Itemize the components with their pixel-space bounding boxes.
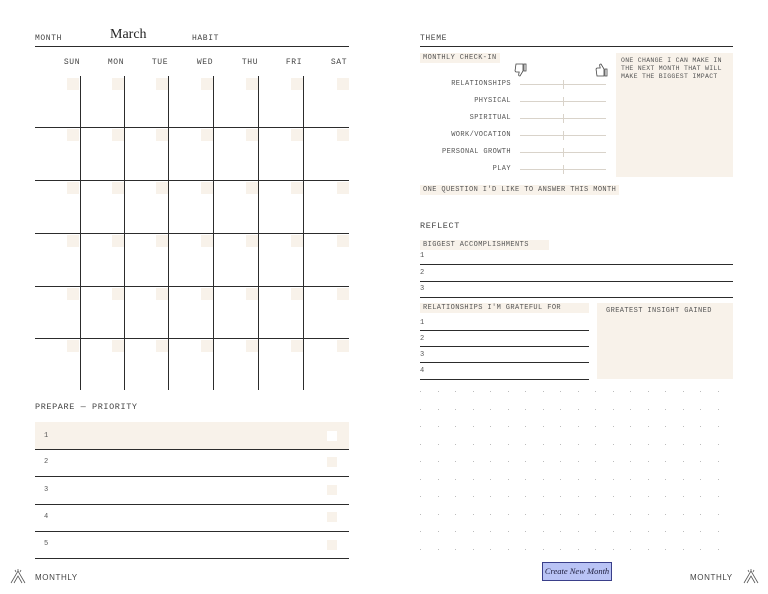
grid-dot bbox=[578, 391, 579, 392]
grid-dot bbox=[473, 549, 474, 550]
thumbs-up-icon bbox=[594, 62, 610, 78]
grid-dot bbox=[420, 426, 421, 427]
grid-dot bbox=[473, 496, 474, 497]
grid-dot bbox=[438, 409, 439, 410]
month-label: MONTH bbox=[35, 34, 63, 43]
grid-dot bbox=[613, 531, 614, 532]
grid-dot bbox=[718, 391, 719, 392]
date-square[interactable] bbox=[201, 182, 213, 194]
grid-dot bbox=[665, 479, 666, 480]
grid-dot bbox=[613, 496, 614, 497]
date-square[interactable] bbox=[67, 78, 79, 90]
checkin-scale-tick bbox=[563, 97, 564, 106]
grid-dot bbox=[490, 479, 491, 480]
grid-dot bbox=[543, 426, 544, 427]
grid-dot bbox=[700, 461, 701, 462]
grid-dot bbox=[683, 549, 684, 550]
grid-row-line bbox=[35, 127, 349, 128]
grid-dot bbox=[700, 409, 701, 410]
grid-dot bbox=[595, 391, 596, 392]
grid-dot bbox=[648, 391, 649, 392]
checkin-item: PERSONAL GROWTH bbox=[441, 148, 511, 156]
grid-dot bbox=[490, 549, 491, 550]
habit-label: HABIT bbox=[192, 34, 220, 43]
grid-dot bbox=[543, 531, 544, 532]
grid-dot bbox=[560, 461, 561, 462]
priority-checkbox[interactable] bbox=[327, 512, 337, 522]
grateful-line bbox=[420, 362, 589, 363]
checkin-item: SPIRITUAL bbox=[469, 114, 511, 122]
grid-dot bbox=[718, 461, 719, 462]
grid-dot bbox=[490, 514, 491, 515]
date-square[interactable] bbox=[291, 182, 303, 194]
grid-dot bbox=[420, 444, 421, 445]
priority-checkbox[interactable] bbox=[327, 485, 337, 495]
grid-dot bbox=[595, 461, 596, 462]
priority-checkbox[interactable] bbox=[327, 431, 337, 441]
grid-dot bbox=[613, 514, 614, 515]
grid-dot bbox=[578, 444, 579, 445]
grid-dot bbox=[455, 514, 456, 515]
date-square[interactable] bbox=[337, 340, 349, 352]
grid-dot bbox=[490, 409, 491, 410]
date-square[interactable] bbox=[246, 340, 258, 352]
grid-dot bbox=[438, 479, 439, 480]
grid-dot bbox=[613, 444, 614, 445]
date-square[interactable] bbox=[156, 78, 168, 90]
grid-dot bbox=[613, 479, 614, 480]
prepare-title: PREPARE — PRIORITY bbox=[35, 402, 138, 412]
grid-dot bbox=[665, 409, 666, 410]
grid-row-line bbox=[35, 233, 349, 234]
grid-dot bbox=[543, 479, 544, 480]
grid-dot bbox=[578, 479, 579, 480]
priority-number: 3 bbox=[44, 486, 49, 494]
grid-dot bbox=[648, 461, 649, 462]
priority-line bbox=[35, 476, 349, 477]
grid-dot bbox=[438, 426, 439, 427]
grid-dot bbox=[630, 461, 631, 462]
grid-dot bbox=[525, 426, 526, 427]
grid-dot bbox=[473, 531, 474, 532]
grid-dot bbox=[630, 479, 631, 480]
date-square[interactable] bbox=[246, 288, 258, 300]
grid-dot bbox=[683, 391, 684, 392]
grid-dot bbox=[508, 531, 509, 532]
grid-dot bbox=[420, 409, 421, 410]
grid-dot bbox=[525, 479, 526, 480]
grid-dot bbox=[525, 531, 526, 532]
date-square[interactable] bbox=[112, 288, 124, 300]
grid-dot bbox=[420, 461, 421, 462]
grid-dot bbox=[718, 514, 719, 515]
grid-row-line bbox=[35, 338, 349, 339]
grid-dot bbox=[718, 444, 719, 445]
date-square[interactable] bbox=[291, 129, 303, 141]
grid-dot bbox=[525, 391, 526, 392]
checkin-scale-tick bbox=[563, 80, 564, 89]
grid-dot bbox=[630, 409, 631, 410]
grid-dot bbox=[648, 479, 649, 480]
weekday-fri: FRI bbox=[285, 58, 303, 67]
grid-dot bbox=[438, 391, 439, 392]
grid-dot bbox=[543, 444, 544, 445]
date-square[interactable] bbox=[246, 182, 258, 194]
header-rule-left bbox=[35, 46, 349, 47]
grid-dot bbox=[665, 531, 666, 532]
month-value[interactable]: March bbox=[110, 27, 147, 42]
grid-dot bbox=[665, 514, 666, 515]
grid-dot bbox=[473, 391, 474, 392]
date-square[interactable] bbox=[337, 288, 349, 300]
date-square[interactable] bbox=[337, 182, 349, 194]
grid-dot bbox=[595, 514, 596, 515]
accomplishment-number: 2 bbox=[420, 269, 425, 277]
grid-dot bbox=[648, 409, 649, 410]
grid-dot bbox=[683, 444, 684, 445]
date-square[interactable] bbox=[112, 78, 124, 90]
grid-dot bbox=[700, 444, 701, 445]
grid-dot bbox=[700, 496, 701, 497]
insight-title: GREATEST INSIGHT GAINED bbox=[606, 307, 712, 315]
date-square[interactable] bbox=[156, 288, 168, 300]
date-square[interactable] bbox=[112, 340, 124, 352]
grid-dot bbox=[665, 444, 666, 445]
date-square[interactable] bbox=[291, 340, 303, 352]
grid-dot bbox=[683, 496, 684, 497]
grid-dot bbox=[683, 479, 684, 480]
date-square[interactable] bbox=[201, 78, 213, 90]
grid-row-line bbox=[35, 286, 349, 287]
grid-dot bbox=[473, 479, 474, 480]
accomplishments-title: BIGGEST ACCOMPLISHMENTS bbox=[420, 240, 549, 250]
checkin-item: PHYSICAL bbox=[474, 97, 511, 105]
grid-dot bbox=[665, 549, 666, 550]
grid-dot bbox=[543, 391, 544, 392]
grid-dot bbox=[508, 461, 509, 462]
grid-dot bbox=[648, 496, 649, 497]
grid-dot bbox=[560, 514, 561, 515]
grid-dot bbox=[525, 549, 526, 550]
weekday-mon: MON bbox=[107, 58, 125, 67]
accomplishment-line bbox=[420, 281, 733, 282]
date-square[interactable] bbox=[67, 182, 79, 194]
grid-dot bbox=[665, 461, 666, 462]
grid-dot bbox=[490, 461, 491, 462]
priority-line bbox=[35, 504, 349, 505]
grid-dot bbox=[648, 444, 649, 445]
grid-dot bbox=[473, 514, 474, 515]
grid-row-line bbox=[35, 180, 349, 181]
grid-dot bbox=[508, 444, 509, 445]
weekday-wed: WED bbox=[196, 58, 214, 67]
priority-checkbox[interactable] bbox=[327, 540, 337, 550]
footer-right-label: MONTHLY bbox=[690, 573, 733, 582]
grid-dot bbox=[718, 409, 719, 410]
grid-dot bbox=[455, 549, 456, 550]
grid-dot bbox=[420, 496, 421, 497]
grid-dot bbox=[455, 426, 456, 427]
weekday-tue: TUE bbox=[151, 58, 169, 67]
grid-dot bbox=[578, 514, 579, 515]
grid-dot bbox=[578, 461, 579, 462]
grid-dot bbox=[630, 444, 631, 445]
grid-dot bbox=[525, 409, 526, 410]
grid-dot bbox=[613, 549, 614, 550]
grid-dot bbox=[508, 479, 509, 480]
create-new-month-button[interactable]: Create New Month bbox=[542, 562, 612, 581]
grid-dot bbox=[613, 409, 614, 410]
grid-dot bbox=[455, 496, 456, 497]
date-square[interactable] bbox=[112, 182, 124, 194]
date-square[interactable] bbox=[291, 235, 303, 247]
grid-dot bbox=[438, 461, 439, 462]
date-square[interactable] bbox=[112, 129, 124, 141]
grid-dot bbox=[700, 479, 701, 480]
theme-label: THEME bbox=[420, 34, 448, 43]
grid-dot bbox=[630, 391, 631, 392]
grid-dot bbox=[455, 391, 456, 392]
grid-dot bbox=[700, 549, 701, 550]
date-square[interactable] bbox=[337, 235, 349, 247]
grid-dot bbox=[560, 426, 561, 427]
grid-dot bbox=[455, 479, 456, 480]
grid-dot bbox=[508, 549, 509, 550]
grid-dot bbox=[420, 391, 421, 392]
grid-dot bbox=[455, 461, 456, 462]
grateful-number: 1 bbox=[420, 319, 425, 327]
grateful-line bbox=[420, 346, 589, 347]
grid-dot bbox=[473, 426, 474, 427]
logo-icon bbox=[10, 568, 26, 584]
grid-dot bbox=[455, 409, 456, 410]
grid-dot bbox=[473, 409, 474, 410]
footer-left-label: MONTHLY bbox=[35, 573, 78, 582]
priority-line bbox=[35, 531, 349, 532]
reflect-title: REFLECT bbox=[420, 221, 460, 231]
checkin-item: WORK/VOCATION bbox=[451, 131, 511, 139]
grid-dot bbox=[578, 426, 579, 427]
date-square[interactable] bbox=[201, 235, 213, 247]
grid-dot bbox=[665, 496, 666, 497]
grid-dot bbox=[630, 496, 631, 497]
grid-dot bbox=[508, 426, 509, 427]
accomplishment-number: 3 bbox=[420, 285, 425, 293]
date-square[interactable] bbox=[67, 235, 79, 247]
grid-dot bbox=[490, 391, 491, 392]
grateful-line bbox=[420, 330, 589, 331]
grid-dot bbox=[683, 514, 684, 515]
grid-dot bbox=[420, 479, 421, 480]
logo-icon bbox=[743, 568, 759, 584]
priority-number: 1 bbox=[44, 432, 49, 440]
grid-dot bbox=[578, 531, 579, 532]
priority-checkbox[interactable] bbox=[327, 457, 337, 467]
one-question[interactable]: ONE QUESTION I'D LIKE TO ANSWER THIS MONTH bbox=[420, 185, 619, 195]
grid-dot bbox=[525, 514, 526, 515]
grateful-title: RELATIONSHIPS I'M GRATEFUL FOR bbox=[420, 303, 589, 313]
priority-number: 5 bbox=[44, 540, 49, 548]
grid-dot bbox=[683, 531, 684, 532]
grid-dot bbox=[700, 391, 701, 392]
checkin-item: RELATIONSHIPS bbox=[451, 80, 511, 88]
grid-dot bbox=[595, 496, 596, 497]
grid-dot bbox=[578, 409, 579, 410]
grid-dot bbox=[718, 531, 719, 532]
grid-dot bbox=[473, 461, 474, 462]
grid-dot bbox=[438, 514, 439, 515]
grateful-number: 2 bbox=[420, 335, 425, 343]
grid-dot bbox=[700, 531, 701, 532]
grid-dot bbox=[543, 549, 544, 550]
grid-dot bbox=[543, 514, 544, 515]
date-square[interactable] bbox=[112, 235, 124, 247]
weekday-sat: SAT bbox=[330, 58, 348, 67]
grid-dot bbox=[648, 531, 649, 532]
grid-dot bbox=[630, 426, 631, 427]
checkin-scale-tick bbox=[563, 165, 564, 174]
one-change-text: ONE CHANGE I CAN MAKE IN THE NEXT MONTH THAT WILL MAKE THE BIGGEST IMPACT bbox=[621, 57, 722, 80]
grid-dot bbox=[613, 426, 614, 427]
grid-dot bbox=[420, 514, 421, 515]
grid-dot bbox=[595, 444, 596, 445]
grid-dot bbox=[613, 391, 614, 392]
grid-dot bbox=[683, 409, 684, 410]
grid-dot bbox=[718, 479, 719, 480]
date-square[interactable] bbox=[337, 78, 349, 90]
grid-dot bbox=[473, 444, 474, 445]
date-square[interactable] bbox=[201, 129, 213, 141]
grid-dot bbox=[630, 514, 631, 515]
checkin-scale-tick bbox=[563, 148, 564, 157]
grid-dot bbox=[560, 444, 561, 445]
grateful-number: 4 bbox=[420, 367, 425, 375]
grid-dot bbox=[595, 549, 596, 550]
checkin-scale-tick bbox=[563, 131, 564, 140]
date-square[interactable] bbox=[246, 78, 258, 90]
date-square[interactable] bbox=[156, 340, 168, 352]
grid-dot bbox=[560, 496, 561, 497]
priority-line bbox=[35, 558, 349, 559]
thumbs-down-icon bbox=[513, 62, 529, 78]
grid-dot bbox=[560, 409, 561, 410]
grid-dot bbox=[543, 496, 544, 497]
grid-dot bbox=[665, 391, 666, 392]
grid-dot bbox=[665, 426, 666, 427]
accomplishment-number: 1 bbox=[420, 252, 425, 260]
priority-number: 2 bbox=[44, 458, 49, 466]
grid-dot bbox=[595, 426, 596, 427]
accomplishment-line bbox=[420, 264, 733, 265]
grid-dot bbox=[490, 426, 491, 427]
grid-dot bbox=[700, 426, 701, 427]
grid-dot bbox=[560, 549, 561, 550]
date-square[interactable] bbox=[246, 235, 258, 247]
date-square[interactable] bbox=[246, 129, 258, 141]
weekday-thu: THU bbox=[241, 58, 259, 67]
grateful-number: 3 bbox=[420, 351, 425, 359]
date-square[interactable] bbox=[67, 129, 79, 141]
grid-dot bbox=[560, 531, 561, 532]
grid-dot bbox=[560, 479, 561, 480]
grid-dot bbox=[683, 426, 684, 427]
date-square[interactable] bbox=[67, 288, 79, 300]
grid-dot bbox=[595, 531, 596, 532]
grid-dot bbox=[490, 496, 491, 497]
grid-dot bbox=[630, 549, 631, 550]
date-square[interactable] bbox=[201, 340, 213, 352]
date-square[interactable] bbox=[156, 235, 168, 247]
weekday-sun: SUN bbox=[63, 58, 81, 67]
grid-dot bbox=[508, 391, 509, 392]
grid-dot bbox=[455, 444, 456, 445]
grid-dot bbox=[438, 496, 439, 497]
grid-dot bbox=[490, 444, 491, 445]
grid-dot bbox=[578, 496, 579, 497]
grid-dot bbox=[420, 549, 421, 550]
grid-dot bbox=[683, 461, 684, 462]
grid-dot bbox=[490, 531, 491, 532]
grid-dot bbox=[455, 531, 456, 532]
date-square[interactable] bbox=[337, 129, 349, 141]
grid-dot bbox=[718, 426, 719, 427]
grid-dot bbox=[560, 391, 561, 392]
date-square[interactable] bbox=[156, 182, 168, 194]
priority-line bbox=[35, 449, 349, 450]
grid-dot bbox=[508, 409, 509, 410]
checkin-item: PLAY bbox=[492, 165, 511, 173]
accomplishment-line bbox=[420, 297, 733, 298]
grid-dot bbox=[508, 514, 509, 515]
grid-dot bbox=[595, 479, 596, 480]
grid-dot bbox=[543, 409, 544, 410]
grid-dot bbox=[525, 444, 526, 445]
grid-dot bbox=[595, 409, 596, 410]
grid-dot bbox=[700, 514, 701, 515]
grid-dot bbox=[420, 531, 421, 532]
grid-dot bbox=[543, 461, 544, 462]
grid-dot bbox=[718, 496, 719, 497]
grid-dot bbox=[648, 426, 649, 427]
header-rule-right bbox=[420, 46, 733, 47]
priority-number: 4 bbox=[44, 513, 49, 521]
grid-dot bbox=[578, 549, 579, 550]
grid-dot bbox=[438, 444, 439, 445]
grid-dot bbox=[438, 549, 439, 550]
date-square[interactable] bbox=[291, 288, 303, 300]
grid-dot bbox=[718, 549, 719, 550]
date-square[interactable] bbox=[291, 78, 303, 90]
grid-dot bbox=[525, 461, 526, 462]
grid-dot bbox=[438, 531, 439, 532]
grid-dot bbox=[648, 549, 649, 550]
date-square[interactable] bbox=[201, 288, 213, 300]
grid-dot bbox=[508, 496, 509, 497]
grid-dot bbox=[613, 461, 614, 462]
date-square[interactable] bbox=[67, 340, 79, 352]
checkin-title: MONTHLY CHECK-IN bbox=[420, 53, 500, 63]
date-square[interactable] bbox=[156, 129, 168, 141]
grateful-line bbox=[420, 379, 589, 380]
grid-dot bbox=[525, 496, 526, 497]
grid-dot bbox=[648, 514, 649, 515]
grid-dot bbox=[630, 531, 631, 532]
checkin-scale-tick bbox=[563, 114, 564, 123]
priority-row-1-bg bbox=[35, 422, 349, 449]
